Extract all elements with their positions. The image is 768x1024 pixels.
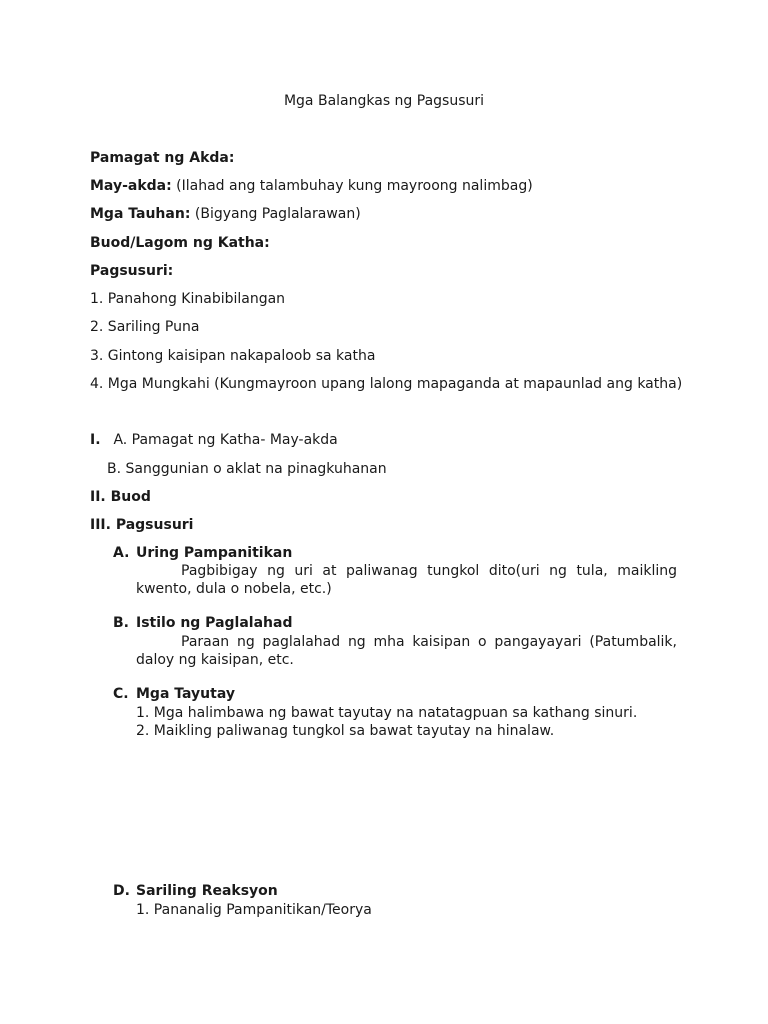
outline-two	[90, 488, 151, 506]
pagsusuri-item: 3. Gintong kaisipan nakapaloob sa katha	[90, 348, 376, 364]
section-c-heading: Mga Tayutay	[136, 686, 235, 702]
outline-three	[90, 516, 193, 534]
section-a-heading: Uring Pampanitikan	[136, 545, 293, 561]
outline-one-a	[90, 431, 338, 449]
section-b-letter: B.	[113, 615, 129, 631]
section-d-item: 1. Pananalig Pampanitikan/Teorya	[136, 902, 372, 918]
field-value: (Bigyang Paglalarawan)	[190, 206, 361, 222]
section-d-letter: D.	[113, 883, 130, 899]
document-title: Mga Balangkas ng Pagsusuri	[283, 93, 485, 109]
outline-one-b: B. Sanggunian o aklat na pinagkuhanan	[107, 461, 387, 477]
field-label: Buod/Lagom ng Katha:	[90, 235, 270, 251]
field-label: Pagsusuri:	[90, 263, 174, 279]
outline-one-a-text: A. Pamagat ng Katha- May-akda	[113, 432, 338, 448]
outline-three-label: Pagsusuri	[115, 517, 194, 533]
field-label: Pamagat ng Akda:	[90, 150, 235, 166]
section-d-heading: Sariling Reaksyon	[136, 883, 278, 899]
section-a-paragraph	[136, 562, 677, 598]
field-value: (Ilahad ang talambuhay kung mayroong nalimbag)	[171, 178, 533, 194]
pagsusuri-item: 4. Mga Mungkahi (Kungmayroon upang lalong mapaganda at mapaunlad ang katha)	[90, 376, 683, 392]
outline-numeral: I.	[90, 432, 101, 448]
pagsusuri-item: 1. Panahong Kinabibilangan	[90, 291, 286, 307]
field-label: May-akda:	[90, 178, 172, 194]
section-a-text: Pagbibigay ng uri at paliwanag tungkol dito(uri ng tula, maikling kwento, dula o nobela, etc.)	[136, 563, 677, 597]
field-label: Mga Tauhan:	[90, 206, 191, 222]
field-may-akda	[90, 177, 533, 195]
section-a-letter: A.	[113, 545, 130, 561]
field-buod	[90, 234, 270, 252]
section-b-text: Paraan ng paglalahad ng mha kaisipan o pangayayari (Patumbalik, daloy ng kaisipan, etc.	[136, 634, 677, 668]
section-b-heading: Istilo ng Paglalahad	[136, 615, 293, 631]
field-tauhan	[90, 205, 361, 223]
section-c-item: 2. Maikling paliwanag tungkol sa bawat tayutay na hinalaw.	[136, 723, 555, 739]
field-pagsusuri	[90, 262, 173, 280]
outline-numeral: III.	[90, 517, 111, 533]
section-c-letter: C.	[113, 686, 129, 702]
outline-two-label: Buod	[110, 489, 151, 505]
section-c-item: 1. Mga halimbawa ng bawat tayutay na natatagpuan sa kathang sinuri.	[136, 705, 638, 721]
pagsusuri-item: 2. Sariling Puna	[90, 319, 200, 335]
field-pamagat	[90, 149, 234, 167]
outline-numeral: II.	[90, 489, 106, 505]
section-b-paragraph	[136, 633, 677, 669]
